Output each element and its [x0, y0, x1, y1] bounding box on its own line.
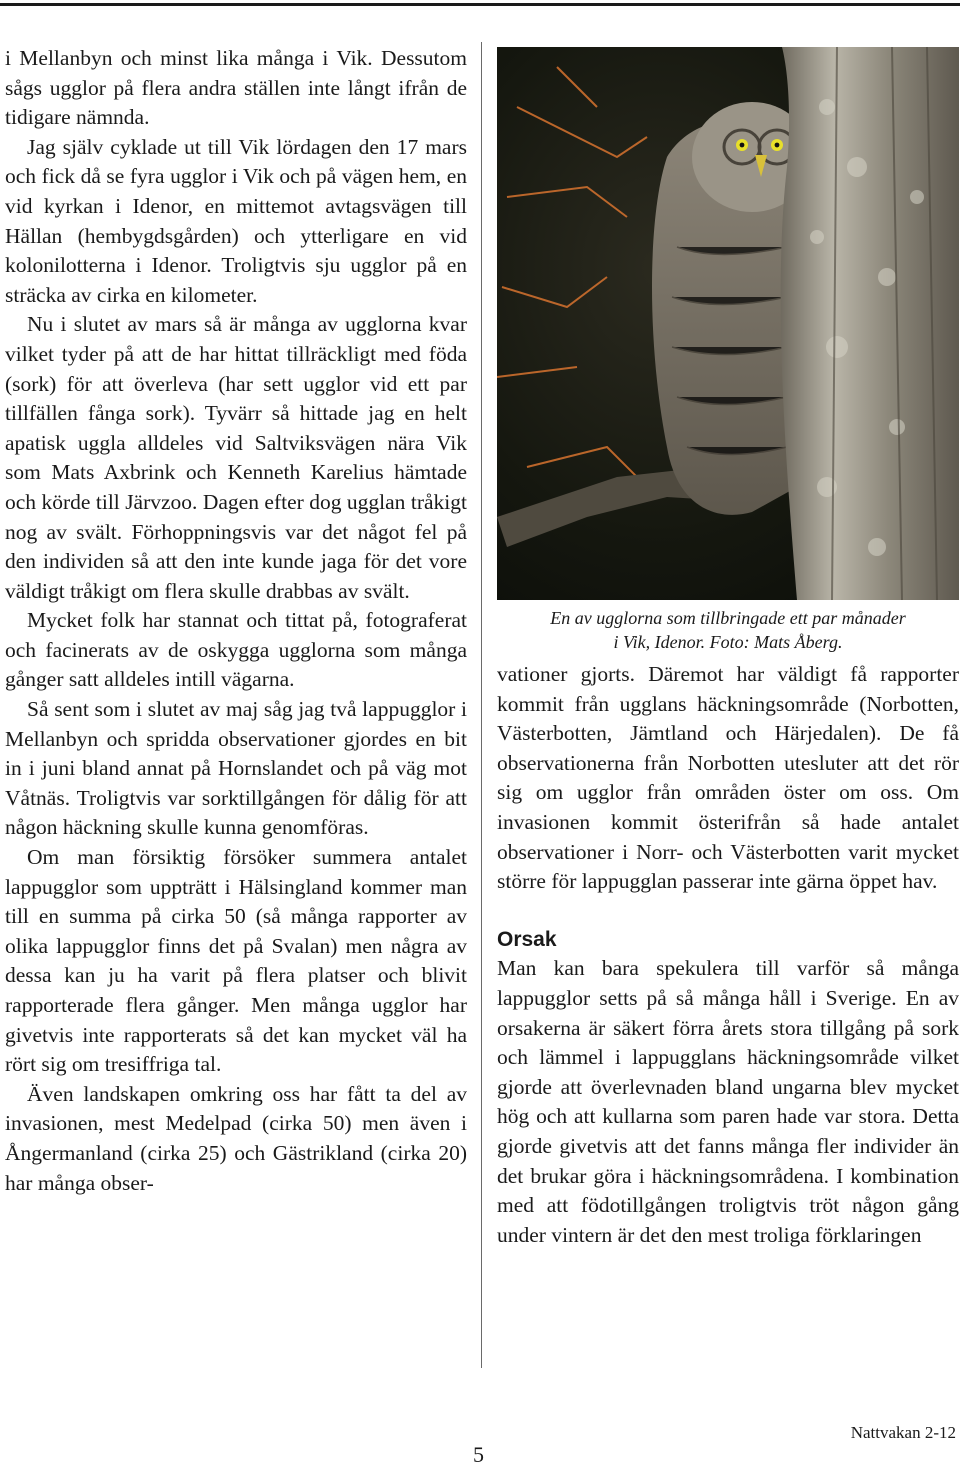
owl-photo-illustration	[497, 47, 959, 600]
left-paragraph-4: Mycket folk har stannat och tittat på, fotograferat och facinerats av de oskygga ugglorna som många gånger satt alldeles intill vägarna.	[5, 608, 467, 692]
top-rule	[0, 3, 960, 6]
caption-line-1: En av ugglorna som tillbringade ett par månader	[550, 608, 906, 628]
right-text-column	[497, 660, 959, 1250]
left-paragraph-3: Nu i slutet av mars så är många av ugglorna kvar vilket tyder på att de har hittat tillräckligt med föda (sork) för att överleva (har sett ugglor vid ett par tillfällen fånga sork). Tyvärr så hittade jag en helt apatisk uggla alldeles vid Saltviksvägen nära Vik som Mats Axbrink och Kenneth Karelius hämtade och körde till Järvzoo. Dagen efter dog ugglan tråkigt nog av svält. Förhoppningsvis var det något fel på den individen så att den inte kunde jaga för det vore väldigt tråkigt om flera skulle drabbas av svält.	[5, 312, 467, 603]
left-paragraph-2: Jag själv cyklade ut till Vik lördagen den 17 mars och fick då se fyra ugglor i Vik och på vägen hem, en vid kyrkan i Idenor, en mittemot avtagsvägen till Hällan (hembygdsgården) och ytterligare en vid kolonilotterna i Idenor. Troligtvis sju ugglor på en sträcka av cirka en kilometer.	[5, 134, 467, 307]
magazine-footer: Nattvakan 2-12	[850, 1423, 956, 1442]
right-paragraph-1: vationer gjorts. Däremot har väldigt få rapporter kommit från ugglans häckningsområde (Norbotten, Västerbotten, Jämtland och Härjedalen). De få observationerna från Norbotten utesluter att det rör sig om ugglor från områden öster om oss. Om invasionen kommit österifrån så hade antalet observationer i Norr- och Västerbotten varit mycket större för lappugglan passerar inte gärna öppet hav.	[497, 662, 959, 894]
left-paragraph-7: Även landskapen omkring oss har fått ta del av invasionen, mest Medelpad (cirka 50) men även i Ångermanland (cirka 25) och Gästrikland (cirka 20) har många obser-	[5, 1081, 467, 1195]
left-paragraph-6: Om man försiktig försöker summera antalet lappugglor som uppträtt i Hälsingland kommer man till en summa på cirka 50 (så många rapporter av olika lappugglor finns det på Svalan) men några av dessa kan ju ha varit på flera platser och blivit rapporterade flera gånger. Men många ugglor har givetvis inte rapporterats så det kan mycket väl ha rört sig om tresiffriga tal.	[5, 845, 467, 1077]
column-divider	[481, 42, 482, 1368]
caption-line-2: i Vik, Idenor. Foto: Mats Åberg.	[613, 632, 843, 652]
page-number: 5	[473, 1442, 484, 1467]
right-paragraph-2: Man kan bara spekulera till varför så många lappugglor setts på så många håll i Sverige. En av orsakerna är säkert förra årets stora tillgång på sork och lämmel i lappugglans häckningsområde vilket gjorde att överlevnaden bland ungarna blev mycket hög och att kullarna som paren hade var stora. Detta gjorde givetvis att det fanns många fler individer än det brukar göra i häckningsområdena. I kombination med att födotillgången troligtvis tröt någon gång under vintern är det den mest troliga förklaringen	[497, 956, 959, 1247]
left-text-column	[5, 44, 467, 1198]
owl-photo	[497, 47, 959, 600]
photo-caption	[497, 606, 959, 654]
left-paragraph-1: i Mellanbyn och minst lika många i Vik. Dessutom sågs ugglor på flera andra ställen inte långt ifrån de tidigare nämnda.	[5, 46, 467, 130]
left-paragraph-5: Så sent som i slutet av maj såg jag två lappugglor i Mellanbyn och spridda observationer gjordes en bit in i juni bland annat på Hornslandet och på väg mot Våtnäs. Troligtvis var sorktillgången för dålig för att någon häckning skulle kunna genomföras.	[5, 697, 467, 840]
section-heading: Orsak	[497, 927, 557, 951]
